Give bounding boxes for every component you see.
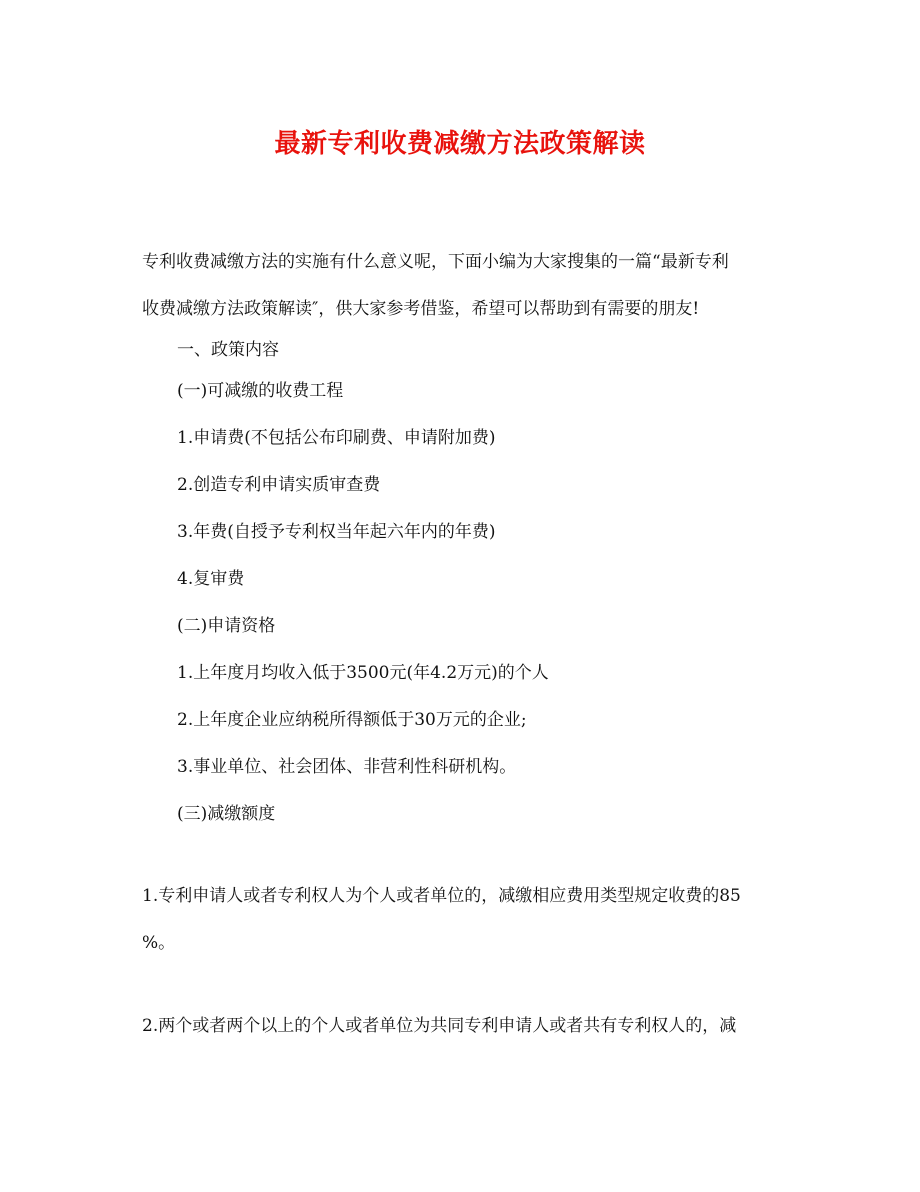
subheading-reduction-amount: (三)减缴额度 [177, 804, 276, 824]
document-title: 最新专利收费减缴方法政策解读 [274, 129, 646, 159]
list-item-enterprise: 2.上年度企业应纳税所得额低于30万元的企业; [177, 710, 527, 730]
list-item-examination-fee: 2.创造专利申请实质审查费 [177, 475, 381, 495]
list-item-institution: 3.事业单位、社会团体、非营利性科研机构。 [177, 757, 517, 777]
subheading-reducible-fees: (一)可减缴的收费工程 [177, 381, 344, 401]
reduction-para-2-line-1: 2.两个或者两个以上的个人或者单位为共同专利申请人或者共有专利权人的，减 [142, 1016, 737, 1036]
reduction-para-1-line-1: 1.专利申请人或者专利权人为个人或者单位的，减缴相应费用类型规定收费的85 [142, 886, 741, 906]
list-item-individual: 1.上年度月均收入低于3500元(年4.2万元)的个人 [177, 663, 549, 683]
reduction-para-1-line-2: %。 [142, 933, 176, 953]
list-item-annual-fee: 3.年费(自授予专利权当年起六年内的年费) [177, 522, 496, 542]
subheading-eligibility: (二)申请资格 [177, 616, 276, 636]
section-heading-policy-content: 一、政策内容 [177, 340, 279, 360]
list-item-reexamination-fee: 4.复审费 [177, 569, 245, 589]
intro-line-2: 收费减缴方法政策解读″，供大家参考借鉴，希望可以帮助到有需要的朋友! [142, 299, 700, 319]
list-item-application-fee: 1.申请费(不包括公布印刷费、申请附加费) [177, 428, 496, 448]
intro-line-1: 专利收费减缴方法的实施有什么意义呢，下面小编为大家搜集的一篇“最新专利 [142, 252, 729, 272]
